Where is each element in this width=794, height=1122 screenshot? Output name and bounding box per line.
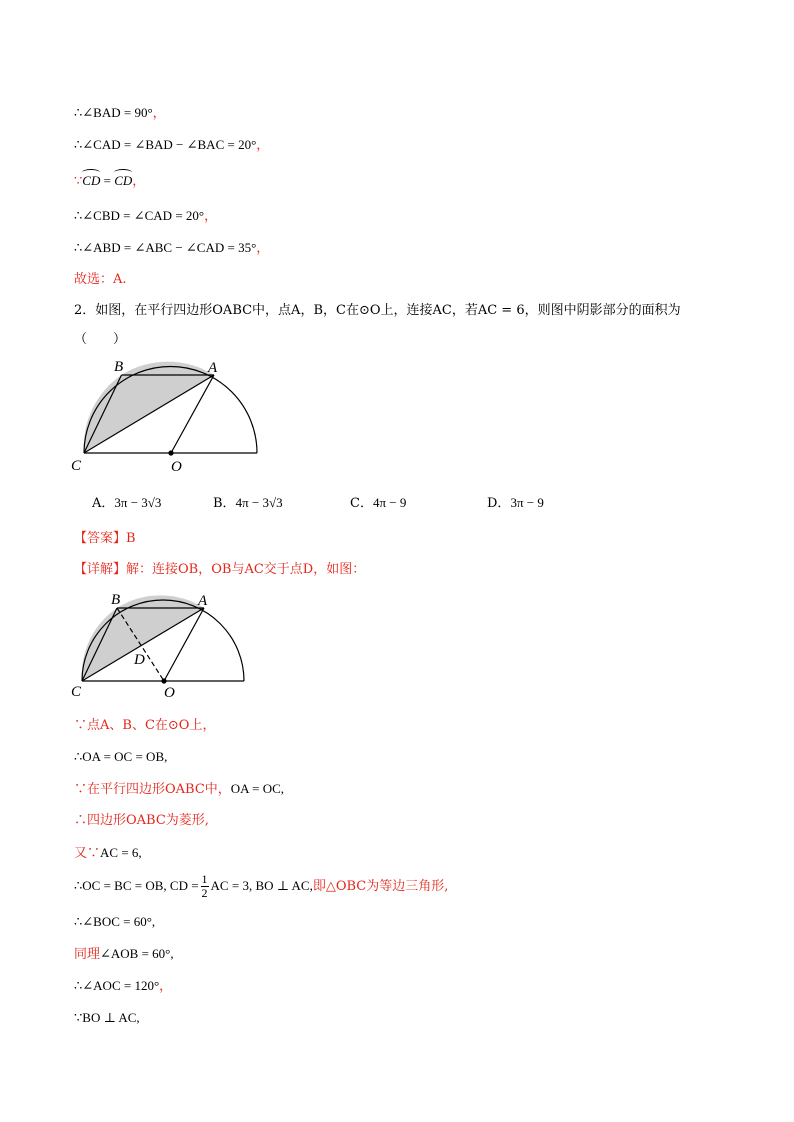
question-blank: （ ）	[74, 332, 127, 347]
solution-step-4: ∴四边形OABC为菱形,	[74, 813, 209, 828]
answer-tag: 【答案】B	[74, 531, 136, 546]
option-a: A．3π − 3√3	[92, 495, 162, 511]
label-b: B	[111, 592, 121, 608]
option-c: C．4π − 9	[350, 495, 407, 511]
solution-step-2: ∴OA = OC = OB,	[74, 749, 168, 764]
arc-cd: CD	[82, 173, 101, 188]
fraction-half: $\frac{1}{2}$	[201, 872, 208, 900]
solution-step-9: ∴∠AOC = 120°，	[74, 978, 173, 994]
label-a: A	[198, 593, 208, 609]
solution-step-7: ∴∠BOC = 60°,	[74, 914, 156, 929]
solution-line-cbd: ∴∠CBD = ∠CAD = 20°，	[74, 208, 218, 224]
solution-line-abd: ∴∠ABD = ∠ABC − ∠CAD = 35°，	[74, 240, 270, 256]
label-c: C	[71, 458, 82, 474]
option-b: B．4π − 3√3	[213, 495, 283, 511]
solution-step-10: ∵BO ⊥ AC,	[74, 1010, 140, 1025]
label-a: A	[208, 360, 218, 376]
detail-line: 【详解】解：连接OB，OB与AC交于点D，如图：	[74, 562, 366, 577]
option-d: D．3π − 9	[487, 495, 544, 511]
label-o: O	[171, 459, 182, 475]
answer-line: 故选：A.	[74, 272, 127, 287]
solution-line-cad: ∴∠CAD = ∠BAD − ∠BAC = 20°，	[74, 137, 270, 153]
solution-step-5: 又∵AC = 6,	[74, 845, 142, 861]
solution-step-3: ∵在平行四边形OABC中，OA = OC,	[74, 781, 284, 797]
solution-step-1: ∵点A、B、C在⊙O上，	[74, 718, 216, 733]
solution-step-6: ∴OC = BC = OB, CD = $\frac{1}{2}$ AC = 3, BO ⊥ AC,即△OBC为等边三角形,	[74, 872, 449, 900]
label-o: O	[164, 685, 175, 701]
question-stem: 2．如图，在平行四边形OABC中，点A，B，C在⊙O上，连接AC，若AC = 6，则图中阴影部分的面积为	[74, 303, 681, 318]
solution-line-bad: ∴∠BAD = 90°，	[74, 105, 166, 121]
label-b: B	[114, 359, 124, 375]
label-c: C	[71, 684, 82, 700]
solution-step-8: 同理∠AOB = 60°,	[74, 946, 174, 962]
label-d: D	[134, 652, 145, 668]
solution-figure	[70, 588, 260, 703]
question-figure	[70, 355, 270, 480]
solution-line-arc: ∵CD = CD，	[74, 173, 146, 189]
arc-cd-2: CD	[114, 173, 133, 188]
